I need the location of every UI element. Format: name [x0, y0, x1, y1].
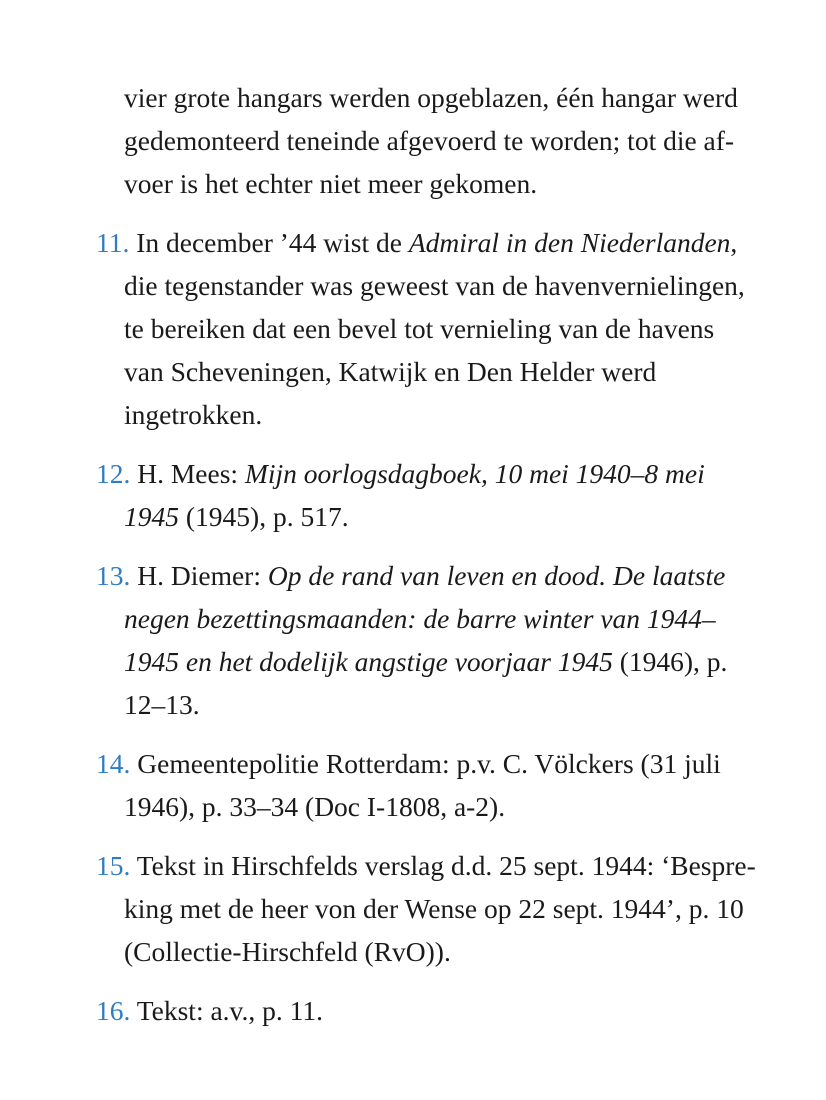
footnote-text: Tekst in Hirschfelds verslag d.d. 25 sept. 1944: ‘Bespreking met de heer von der Wense op 22 sept. 1944’, p. 10 (Collectie-Hirschfeld (RvO)). — [124, 850, 756, 967]
footnote-number: 15. — [96, 850, 131, 881]
footnote-number: 12. — [96, 458, 131, 489]
footnote-italic-text: Admiral in den Niederlanden — [408, 227, 731, 258]
footnote-italic-text: Op de rand van leven en dood. De laatste negen bezettingsmaanden: de barre winter van 1944–1945 en het dodelijk angstige voorjaar 1945 — [124, 560, 726, 677]
footnote-13 — [96, 554, 756, 726]
footnote-number: 13. — [96, 560, 131, 591]
footnote-15 — [96, 844, 756, 973]
footnote-text: (1946), p. 12–13. — [124, 646, 728, 720]
footnote-number: 14. — [96, 748, 131, 779]
footnote-text: H. Diemer: — [137, 560, 268, 591]
footnote-12 — [96, 452, 756, 538]
footnote-text: In december ’44 wist de — [136, 227, 409, 258]
footnote-16 — [96, 989, 756, 1032]
footnote-text: (1945), p. 517. — [179, 501, 349, 532]
footnote-text: vier grote hangars werden opgeblazen, één hangar werd gedemonteerd teneinde afgevoerd te worden; tot die afvoer is het echter niet meer gekomen. — [124, 82, 738, 199]
footnote-text: , die tegenstander was geweest van de havenvernielingen, te bereiken dat een bevel tot vernieling van de havens van Scheveningen, Katwijk en Den Helder werd ingetrokken. — [124, 227, 745, 430]
footnote-text: Gemeentepolitie Rotterdam: p.v. C. Völckers (31 juli 1946), p. 33–34 (Doc I-1808, a-2). — [124, 748, 721, 822]
footnote-14 — [96, 742, 756, 828]
footnote-number: 16. — [96, 995, 131, 1026]
footnote-italic-text: Mijn oorlogsdagboek, 10 mei 1940–8 mei 1945 — [124, 458, 705, 532]
footnotes-page — [96, 76, 756, 1048]
footnote-11 — [96, 221, 756, 436]
footnote-number: 11. — [96, 227, 130, 258]
footnote-text: Tekst: a.v., p. 11. — [136, 995, 323, 1026]
footnote-text: H. Mees: — [137, 458, 245, 489]
footnote-continuation — [96, 76, 756, 205]
